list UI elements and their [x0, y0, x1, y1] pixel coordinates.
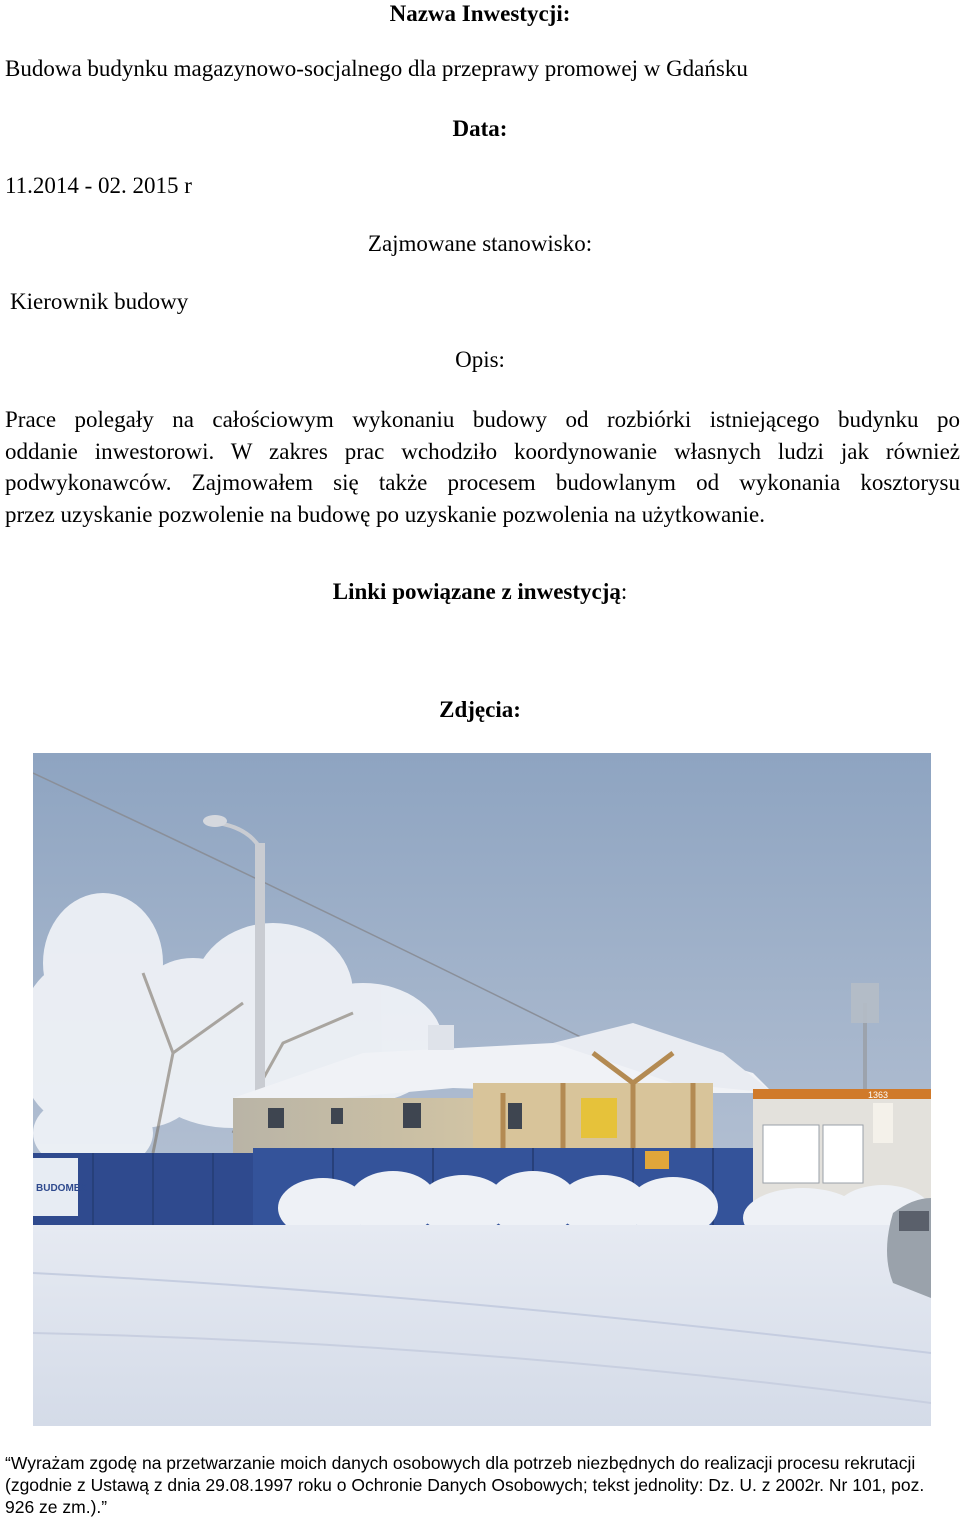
- position-value: Kierownik budowy: [10, 289, 189, 314]
- description-line: oddanie inwestorowi. W zakres prac wchodziło koordynowanie własnych ludzi jak również: [5, 438, 960, 464]
- date-heading: Data:: [452, 116, 508, 141]
- container-sign: 1363: [868, 1090, 889, 1100]
- investment-name-value: Budowa budynku magazynowo-socjalnego dla przeprawy promowej w Gdańsku: [5, 56, 748, 81]
- investment-name-heading: Nazwa Inwestycji:: [389, 1, 571, 26]
- description-line: przez uzyskanie pozwolenie na budowę po uzyskanie pozwolenia na użytkowanie.: [5, 501, 765, 527]
- links-heading-text: Linki powiązane z inwestycją: [332, 579, 621, 604]
- fence-sign: BUDOMEX: [36, 1183, 88, 1194]
- consent-clause: “Wyrażam zgodę na przetwarzanie moich danych osobowych dla potrzeb niezbędnych do realizacji procesu rekrutacji (zgodnie z Ustawą z dnia 29.08.1997 roku o Ochronie Danych Osobowych; tekst jednolity: Dz. U. z 2002r. Nr 101, poz. 926 ze zm.).”: [5, 1453, 925, 1517]
- links-heading-colon: :: [620, 579, 628, 604]
- date-value: 11.2014 - 02. 2015 r: [5, 173, 192, 198]
- links-heading: [0, 578, 960, 606]
- description-body: [5, 404, 960, 530]
- description-line: podwykonawców. Zajmowałem się także procesem budowlanym od wykonania kosztorysu: [5, 470, 960, 496]
- position-heading: Zajmowane stanowisko:: [367, 231, 593, 256]
- photos-heading: Zdjęcia:: [439, 697, 521, 722]
- description-line: Prace polegały na całościowym wykonaniu budowy od rozbiórki istniejącego budynku po: [5, 407, 960, 432]
- description-heading: Opis:: [455, 347, 505, 372]
- site-photo: [33, 753, 931, 1426]
